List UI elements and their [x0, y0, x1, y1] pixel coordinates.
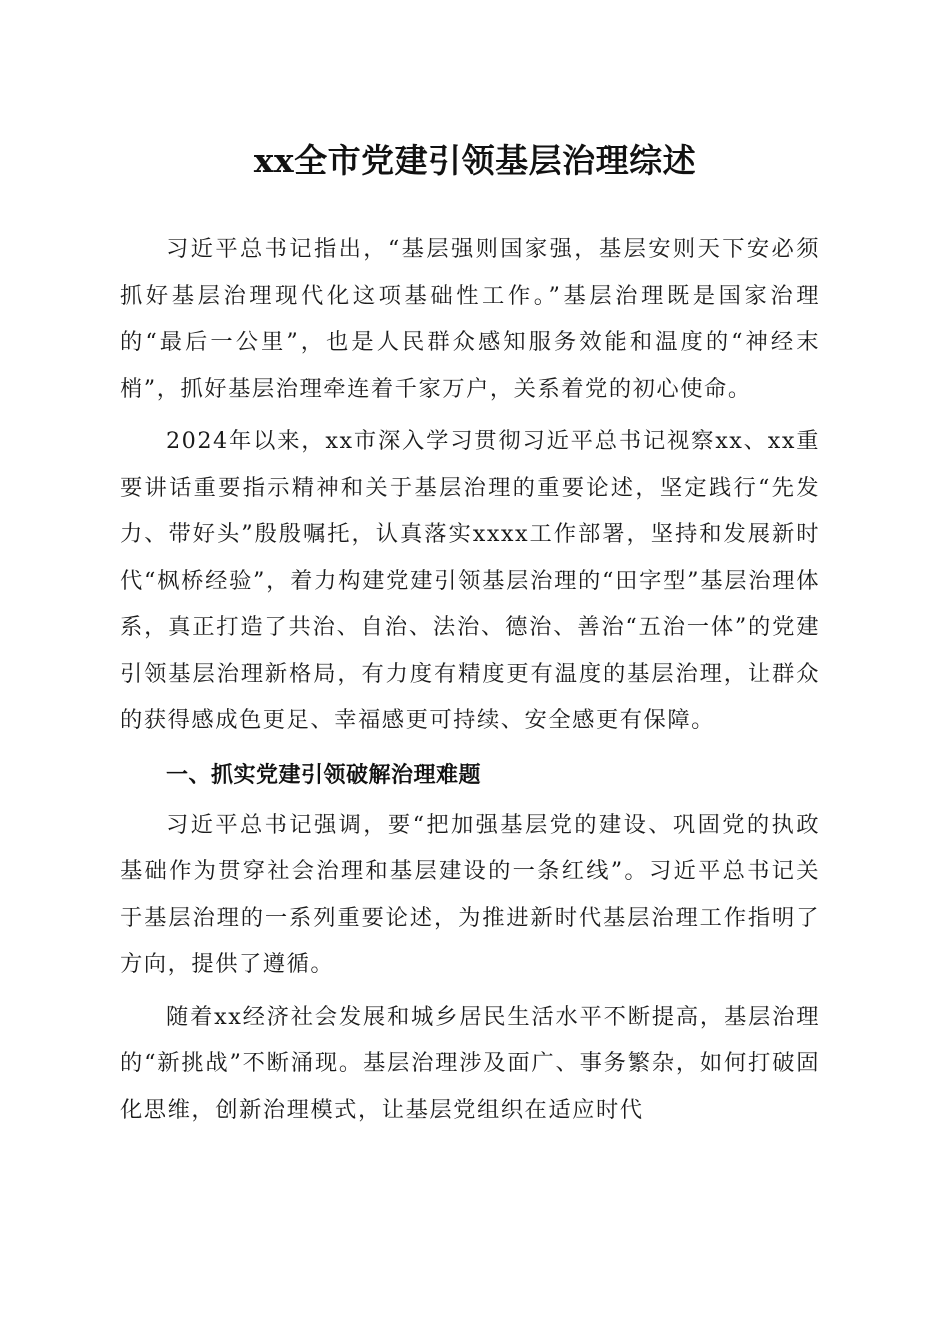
- section-paragraph-2: 随着xx经济社会发展和城乡居民生活水平不断提高，基层治理的“新挑战”不断涌现。基层治理涉及面广、事务繁杂，如何打破固化思维，创新治理模式，让基层党组织在适应时代: [120, 1003, 820, 1123]
- body-paragraph-1: 习近平总书记指出，“基层强则国家强，基层安则天下安必须抓好基层治理现代化这项基础性工作。”基层治理既是国家治理的“最后一公里”，也是人民群众感知服务效能和温度的“神经末梢”，抓好基层治理牵连着千家万户，关系着党的初心使命。: [120, 236, 820, 402]
- section-paragraph-1: 习近平总书记强调，要“把加强基层党的建设、巩固党的执政基础作为贯穿社会治理和基层建设的一条红线”。习近平总书记关于基层治理的一系列重要论述，为推进新时代基层治理工作指明了方向，提供了遵循。: [120, 811, 820, 977]
- document-title: xx全市党建引领基层治理综述: [253, 141, 697, 180]
- document-body: [120, 226, 820, 1139]
- section-heading: 一、抓实党建引领破解治理难题: [166, 762, 482, 788]
- body-paragraph-2: 2024年以来，xx市深入学习贯彻习近平总书记视察xx、xx重要讲话重要指示精神和关于基层治理的重要论述，坚定践行“先发力、带好头”殷殷嘱托，认真落实xxxx工作部署，坚持和发展新时代“枫桥经验”，着力构建党建引领基层治理的“田字型”基层治理体系，真正打造了共治、自治、法治、德治、善治“五治一体”的党建引领基层治理新格局，有力度有精度更有温度的基层治理，让群众的获得感成色更足、幸福感更可持续、安全感更有保障。: [120, 428, 820, 733]
